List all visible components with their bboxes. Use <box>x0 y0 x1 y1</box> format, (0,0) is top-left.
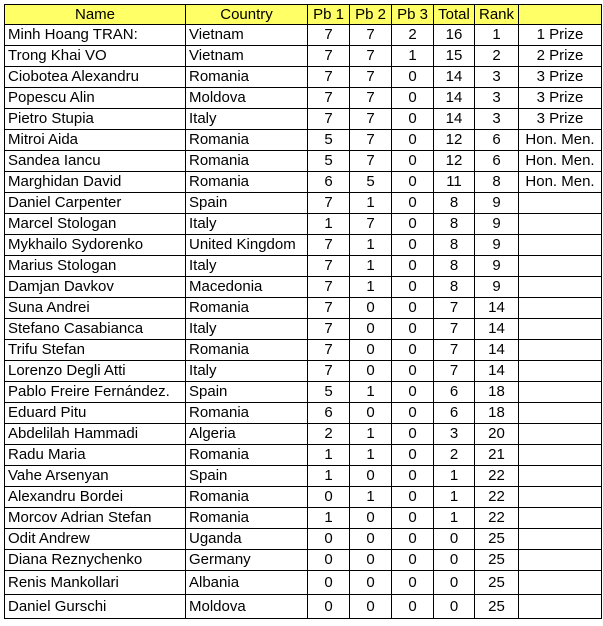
pb1-score-cell: 7 <box>308 67 350 88</box>
prize-cell: 3 Prize <box>519 109 602 130</box>
pb3-score-cell: 0 <box>392 172 434 193</box>
rank-cell: 14 <box>475 298 519 319</box>
table-row <box>5 193 602 214</box>
table-row <box>5 25 602 46</box>
name-cell: Marcel Stologan <box>5 214 186 235</box>
rank-cell: 14 <box>475 340 519 361</box>
total-score-cell: 1 <box>434 508 475 529</box>
pb2-score-cell: 7 <box>350 67 392 88</box>
prize-cell <box>519 193 602 214</box>
country-cell: Romania <box>186 298 308 319</box>
name-cell: Odit Andrew <box>5 529 186 550</box>
prize-cell <box>519 529 602 550</box>
rank-cell: 1 <box>475 25 519 46</box>
country-cell: Romania <box>186 172 308 193</box>
total-score-cell: 7 <box>434 298 475 319</box>
pb1-score-cell: 1 <box>308 214 350 235</box>
pb1-score-cell: 0 <box>308 487 350 508</box>
pb1-score-cell: 7 <box>308 235 350 256</box>
name-cell: Damjan Davkov <box>5 277 186 298</box>
total-score-cell: 8 <box>434 235 475 256</box>
pb1-score-cell: 0 <box>308 571 350 595</box>
country-cell: Italy <box>186 256 308 277</box>
rank-cell: 9 <box>475 256 519 277</box>
pb3-score-cell: 0 <box>392 193 434 214</box>
table-row <box>5 466 602 487</box>
pb3-score-cell: 0 <box>392 361 434 382</box>
prize-cell <box>519 214 602 235</box>
prize-cell <box>519 382 602 403</box>
total-score-cell: 8 <box>434 193 475 214</box>
prize-cell <box>519 571 602 595</box>
total-score-cell: 16 <box>434 25 475 46</box>
country-cell: Macedonia <box>186 277 308 298</box>
pb2-score-cell: 1 <box>350 277 392 298</box>
table-row <box>5 403 602 424</box>
total-score-cell: 2 <box>434 445 475 466</box>
pb1-score-cell: 7 <box>308 319 350 340</box>
prize-cell <box>519 550 602 571</box>
country-cell: Italy <box>186 361 308 382</box>
name-cell: Trong Khai VO <box>5 46 186 67</box>
table-row <box>5 277 602 298</box>
pb3-score-cell: 0 <box>392 67 434 88</box>
rank-cell: 20 <box>475 424 519 445</box>
country-cell: Romania <box>186 340 308 361</box>
rank-cell: 25 <box>475 571 519 595</box>
name-cell: Pietro Stupia <box>5 109 186 130</box>
rank-cell: 25 <box>475 529 519 550</box>
rank-cell: 9 <box>475 193 519 214</box>
total-score-cell: 7 <box>434 340 475 361</box>
table-row <box>5 172 602 193</box>
pb3-score-cell: 0 <box>392 319 434 340</box>
total-score-cell: 8 <box>434 277 475 298</box>
pb2-score-cell: 1 <box>350 193 392 214</box>
pb1-score-cell: 7 <box>308 298 350 319</box>
total-score-cell: 0 <box>434 571 475 595</box>
name-cell: Minh Hoang TRAN: <box>5 25 186 46</box>
name-cell: Vahe Arsenyan <box>5 466 186 487</box>
country-cell: Romania <box>186 445 308 466</box>
rank-cell: 9 <box>475 214 519 235</box>
country-cell: Italy <box>186 214 308 235</box>
total-score-cell: 11 <box>434 172 475 193</box>
pb2-score-cell: 0 <box>350 595 392 619</box>
table-row <box>5 529 602 550</box>
total-score-cell: 1 <box>434 466 475 487</box>
country-cell: Spain <box>186 382 308 403</box>
pb2-score-cell: 7 <box>350 151 392 172</box>
pb1-score-cell: 7 <box>308 361 350 382</box>
name-cell: Renis Mankollari <box>5 571 186 595</box>
country-cell: Vietnam <box>186 25 308 46</box>
pb1-score-cell: 7 <box>308 256 350 277</box>
name-cell: Marghidan David <box>5 172 186 193</box>
country-cell: Algeria <box>186 424 308 445</box>
name-cell: Mykhailo Sydorenko <box>5 235 186 256</box>
country-cell: Spain <box>186 466 308 487</box>
pb3-score-cell: 0 <box>392 277 434 298</box>
prize-cell <box>519 340 602 361</box>
name-cell: Pablo Freire Fernández. <box>5 382 186 403</box>
name-cell: Ciobotea Alexandru <box>5 67 186 88</box>
total-score-cell: 3 <box>434 424 475 445</box>
table-row <box>5 46 602 67</box>
name-cell: Lorenzo Degli Atti <box>5 361 186 382</box>
prize-cell: Hon. Men. <box>519 151 602 172</box>
name-cell: Sandea Iancu <box>5 151 186 172</box>
pb2-score-cell: 1 <box>350 256 392 277</box>
pb1-score-cell: 1 <box>308 508 350 529</box>
pb1-score-cell: 6 <box>308 403 350 424</box>
prize-cell: Hon. Men. <box>519 172 602 193</box>
name-column-header: Name <box>5 5 186 25</box>
table-row <box>5 67 602 88</box>
pb3-score-cell: 0 <box>392 508 434 529</box>
name-cell: Morcov Adrian Stefan <box>5 508 186 529</box>
pb2-score-cell: 5 <box>350 172 392 193</box>
pb2-score-cell: 7 <box>350 109 392 130</box>
name-cell: Popescu Alin <box>5 88 186 109</box>
header-row <box>5 5 602 25</box>
country-cell: Romania <box>186 508 308 529</box>
rank-cell: 18 <box>475 403 519 424</box>
pb3-score-cell: 0 <box>392 529 434 550</box>
pb1-score-cell: 7 <box>308 277 350 298</box>
pb2-score-cell: 1 <box>350 487 392 508</box>
pb3-score-cell: 2 <box>392 25 434 46</box>
prize-cell <box>519 466 602 487</box>
country-cell: United Kingdom <box>186 235 308 256</box>
total-score-cell: 14 <box>434 88 475 109</box>
pb3-score-cell: 0 <box>392 214 434 235</box>
pb2-score-cell: 0 <box>350 319 392 340</box>
pb3-score-cell: 0 <box>392 340 434 361</box>
pb2-score-cell: 7 <box>350 214 392 235</box>
total-score-cell: 8 <box>434 256 475 277</box>
pb2-score-cell: 1 <box>350 382 392 403</box>
pb3-score-cell: 0 <box>392 445 434 466</box>
pb2-score-cell: 0 <box>350 571 392 595</box>
pb3-score-cell: 0 <box>392 571 434 595</box>
pb1-score-cell: 6 <box>308 172 350 193</box>
prize-cell: Hon. Men. <box>519 130 602 151</box>
prize-cell: 2 Prize <box>519 46 602 67</box>
pb2-score-cell: 1 <box>350 445 392 466</box>
pb3-score-cell: 0 <box>392 466 434 487</box>
country-cell: Moldova <box>186 88 308 109</box>
country-cell: Albania <box>186 571 308 595</box>
table-row <box>5 361 602 382</box>
pb1-score-cell: 1 <box>308 466 350 487</box>
name-cell: Daniel Gurschi <box>5 595 186 619</box>
name-cell: Radu Maria <box>5 445 186 466</box>
pb1-score-cell: 0 <box>308 595 350 619</box>
results-body <box>5 25 602 619</box>
name-cell: Mitroi Aida <box>5 130 186 151</box>
rank-cell: 14 <box>475 319 519 340</box>
name-cell: Stefano Casabianca <box>5 319 186 340</box>
pb2-score-cell: 1 <box>350 424 392 445</box>
pb3-score-cell: 0 <box>392 256 434 277</box>
pb2-column-header: Pb 2 <box>350 5 392 25</box>
total-column-header: Total <box>434 5 475 25</box>
pb3-score-cell: 0 <box>392 403 434 424</box>
total-score-cell: 0 <box>434 595 475 619</box>
prize-cell <box>519 298 602 319</box>
pb2-score-cell: 0 <box>350 340 392 361</box>
pb1-score-cell: 7 <box>308 46 350 67</box>
total-score-cell: 6 <box>434 403 475 424</box>
rank-cell: 22 <box>475 487 519 508</box>
name-cell: Abdelilah Hammadi <box>5 424 186 445</box>
rank-cell: 3 <box>475 88 519 109</box>
rank-cell: 9 <box>475 277 519 298</box>
rank-cell: 9 <box>475 235 519 256</box>
prize-cell: 3 Prize <box>519 88 602 109</box>
table-row <box>5 445 602 466</box>
country-cell: Romania <box>186 151 308 172</box>
pb1-score-cell: 0 <box>308 529 350 550</box>
total-score-cell: 1 <box>434 487 475 508</box>
pb1-score-cell: 7 <box>308 88 350 109</box>
country-cell: Moldova <box>186 595 308 619</box>
total-score-cell: 15 <box>434 46 475 67</box>
rank-cell: 3 <box>475 67 519 88</box>
pb1-score-cell: 7 <box>308 109 350 130</box>
country-cell: Romania <box>186 67 308 88</box>
pb2-score-cell: 7 <box>350 88 392 109</box>
table-row <box>5 319 602 340</box>
pb1-score-cell: 5 <box>308 130 350 151</box>
pb2-score-cell: 0 <box>350 298 392 319</box>
country-cell: Spain <box>186 193 308 214</box>
pb3-score-cell: 0 <box>392 88 434 109</box>
pb3-score-cell: 0 <box>392 382 434 403</box>
name-cell: Alexandru Bordei <box>5 487 186 508</box>
rank-cell: 25 <box>475 595 519 619</box>
country-cell: Italy <box>186 319 308 340</box>
table-row <box>5 256 602 277</box>
rank-cell: 6 <box>475 130 519 151</box>
table-row <box>5 298 602 319</box>
table-row <box>5 550 602 571</box>
country-cell: Romania <box>186 130 308 151</box>
country-cell: Vietnam <box>186 46 308 67</box>
pb2-score-cell: 0 <box>350 550 392 571</box>
prize-cell: 1 Prize <box>519 25 602 46</box>
pb3-score-cell: 0 <box>392 235 434 256</box>
pb3-score-cell: 0 <box>392 550 434 571</box>
pb3-score-cell: 0 <box>392 424 434 445</box>
pb2-score-cell: 0 <box>350 529 392 550</box>
pb3-score-cell: 1 <box>392 46 434 67</box>
rank-column-header: Rank <box>475 5 519 25</box>
pb3-column-header: Pb 3 <box>392 5 434 25</box>
pb2-score-cell: 1 <box>350 235 392 256</box>
pb1-score-cell: 5 <box>308 382 350 403</box>
country-column-header: Country <box>186 5 308 25</box>
prize-cell <box>519 508 602 529</box>
total-score-cell: 8 <box>434 214 475 235</box>
pb1-score-cell: 2 <box>308 424 350 445</box>
rank-cell: 14 <box>475 361 519 382</box>
pb3-score-cell: 0 <box>392 298 434 319</box>
prize-cell <box>519 277 602 298</box>
total-score-cell: 6 <box>434 382 475 403</box>
pb2-score-cell: 0 <box>350 466 392 487</box>
prize-cell <box>519 403 602 424</box>
prize-cell <box>519 235 602 256</box>
rank-cell: 6 <box>475 151 519 172</box>
rank-cell: 22 <box>475 466 519 487</box>
pb2-score-cell: 7 <box>350 46 392 67</box>
name-cell: Eduard Pitu <box>5 403 186 424</box>
country-cell: Uganda <box>186 529 308 550</box>
pb2-score-cell: 0 <box>350 508 392 529</box>
prize-cell <box>519 595 602 619</box>
name-cell: Suna Andrei <box>5 298 186 319</box>
table-row <box>5 151 602 172</box>
name-cell: Trifu Stefan <box>5 340 186 361</box>
table-row <box>5 595 602 619</box>
table-row <box>5 88 602 109</box>
total-score-cell: 0 <box>434 550 475 571</box>
rank-cell: 2 <box>475 46 519 67</box>
total-score-cell: 14 <box>434 67 475 88</box>
country-cell: Romania <box>186 487 308 508</box>
pb3-score-cell: 0 <box>392 595 434 619</box>
pb1-score-cell: 5 <box>308 151 350 172</box>
table-row <box>5 130 602 151</box>
name-cell: Diana Reznychenko <box>5 550 186 571</box>
prize-column-header <box>519 5 602 25</box>
total-score-cell: 7 <box>434 361 475 382</box>
rank-cell: 18 <box>475 382 519 403</box>
pb3-score-cell: 0 <box>392 151 434 172</box>
pb2-score-cell: 0 <box>350 403 392 424</box>
pb1-score-cell: 0 <box>308 550 350 571</box>
table-row <box>5 214 602 235</box>
table-row <box>5 382 602 403</box>
pb3-score-cell: 0 <box>392 487 434 508</box>
total-score-cell: 14 <box>434 109 475 130</box>
table-row <box>5 235 602 256</box>
rank-cell: 21 <box>475 445 519 466</box>
name-cell: Marius Stologan <box>5 256 186 277</box>
pb1-score-cell: 7 <box>308 340 350 361</box>
table-row <box>5 571 602 595</box>
results-table <box>4 4 602 619</box>
total-score-cell: 12 <box>434 151 475 172</box>
prize-cell: 3 Prize <box>519 67 602 88</box>
pb1-column-header: Pb 1 <box>308 5 350 25</box>
table-row <box>5 508 602 529</box>
table-row <box>5 424 602 445</box>
pb1-score-cell: 7 <box>308 25 350 46</box>
rank-cell: 22 <box>475 508 519 529</box>
name-cell: Daniel Carpenter <box>5 193 186 214</box>
prize-cell <box>519 361 602 382</box>
pb2-score-cell: 7 <box>350 130 392 151</box>
rank-cell: 3 <box>475 109 519 130</box>
prize-cell <box>519 445 602 466</box>
country-cell: Romania <box>186 403 308 424</box>
table-row <box>5 340 602 361</box>
pb3-score-cell: 0 <box>392 109 434 130</box>
total-score-cell: 0 <box>434 529 475 550</box>
pb3-score-cell: 0 <box>392 130 434 151</box>
pb1-score-cell: 7 <box>308 193 350 214</box>
prize-cell <box>519 256 602 277</box>
rank-cell: 8 <box>475 172 519 193</box>
prize-cell <box>519 424 602 445</box>
rank-cell: 25 <box>475 550 519 571</box>
prize-cell <box>519 319 602 340</box>
pb2-score-cell: 7 <box>350 25 392 46</box>
total-score-cell: 7 <box>434 319 475 340</box>
pb2-score-cell: 0 <box>350 361 392 382</box>
prize-cell <box>519 487 602 508</box>
pb1-score-cell: 1 <box>308 445 350 466</box>
table-row <box>5 109 602 130</box>
country-cell: Italy <box>186 109 308 130</box>
total-score-cell: 12 <box>434 130 475 151</box>
table-row <box>5 487 602 508</box>
country-cell: Germany <box>186 550 308 571</box>
